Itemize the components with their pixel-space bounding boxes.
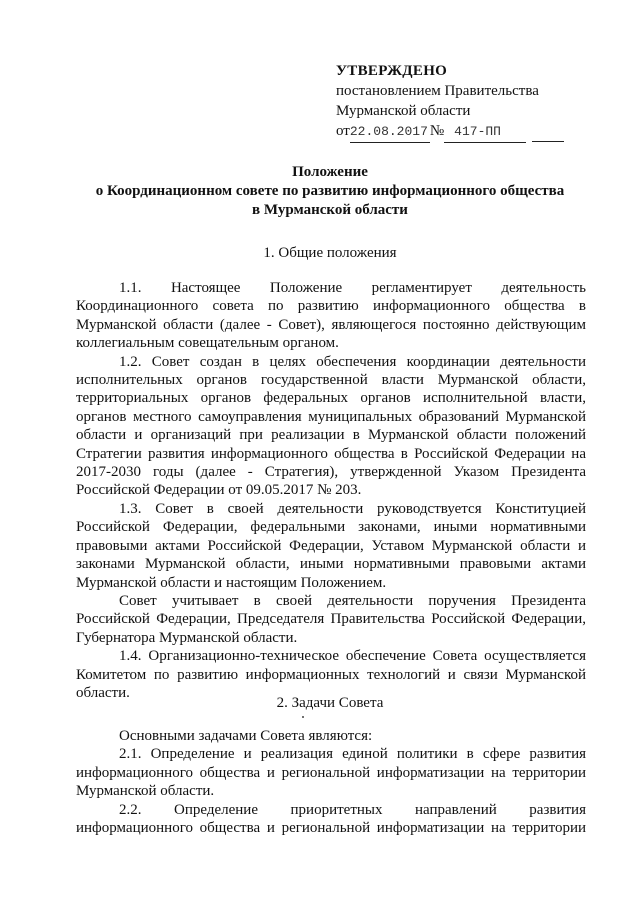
- paragraph-1-3: 1.3. Совет в своей деятельности руководствуется Конституцией Российской Федерации, федеральными законами, иными нормативными правовыми актами Российской Федерации, Уставом Мурманской области и законами Мурманской области, иными нормативными правовыми актами Мурманской области и настоящим Положением.: [76, 500, 586, 591]
- approval-stamp: УТВЕРЖДЕНО: [336, 63, 448, 79]
- approval-number-tail-line: [532, 121, 564, 142]
- paragraph-2-2: 2.2. Определение приоритетных направлений развития информационного общества и региональной информатизации на территории: [76, 801, 586, 837]
- paragraph-1-4: 1.4. Организационно-техническое обеспечение Совета осуществляется Комитетом по развитию информационных технологий и связи Мурманской области.: [76, 648, 586, 701]
- paragraph-1-2: 1.2. Совет создан в целях обеспечения координации деятельности исполнительных органов государственной власти Мурманской области, территориальных органов федеральных органов исполнительной власти, органов местного самоуправления муниципальных образований Мурманской области и организаций при реализации в Мурманской области положений Стратегии развития информационного общества в Российской Федерации на 2017-2030 годы (далее - Стратегия), утвержденной Указом Президента Российской Федерации от 09.05.2017 № 203.: [76, 353, 586, 499]
- section-1-body: [76, 279, 586, 702]
- section-1-heading: 1. Общие положения: [263, 245, 397, 261]
- section-2-body: [76, 727, 586, 837]
- scan-speck: [302, 716, 304, 718]
- document-title: [70, 163, 590, 220]
- paragraph-1-3-note: Совет учитывает в своей деятельности поручения Президента Российской Федерации, Председателя Правительства Российской Федерации, Губернатора Мурманской области.: [76, 592, 586, 646]
- approval-number: 417-ПП: [444, 122, 526, 143]
- approval-date-line: [336, 121, 596, 143]
- paragraph-2-intro: Основными задачами Совета являются:: [119, 728, 373, 744]
- approval-number-sign: №: [429, 123, 445, 139]
- paragraph-1-1: 1.1. Настоящее Положение регламентирует деятельность Координационного совета по развитию информационного общества в Мурманской области (далее - Совет), являющегося постоянно действующим коллегиальным совещательным органом.: [76, 280, 586, 352]
- section-2-heading: 2. Задачи Совета: [276, 695, 384, 711]
- title-line-2: о Координационном совете по развитию информационного общества: [95, 183, 565, 199]
- paragraph-2-1: 2.1. Определение и реализация единой политики в сфере развития информационного общества и региональной информатизации на территории Мурманской области.: [76, 746, 586, 800]
- approval-line-1: постановлением Правительства: [336, 83, 539, 99]
- approval-line-2: Мурманской области: [336, 103, 471, 119]
- title-line-3: в Мурманской области: [252, 202, 408, 218]
- approval-date-prefix: от: [336, 123, 350, 139]
- approval-date: 22.08.2017: [350, 122, 430, 143]
- title-line-1: Положение: [292, 164, 368, 180]
- approval-block: [336, 61, 596, 143]
